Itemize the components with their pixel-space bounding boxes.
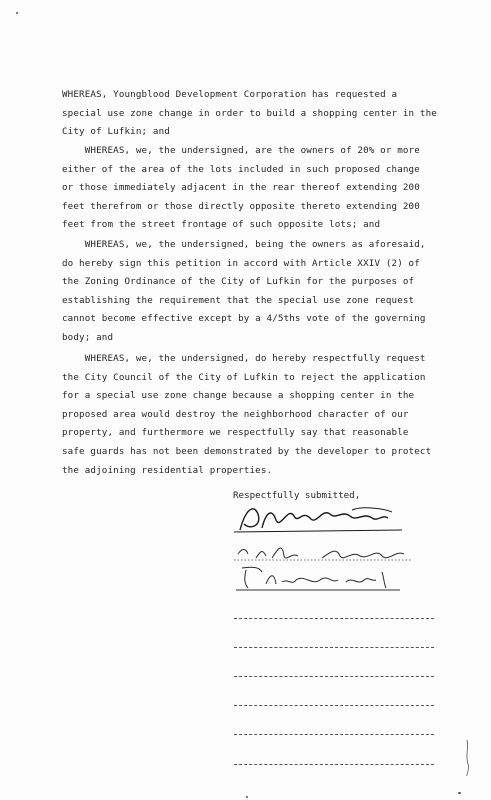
signature-line-8 (234, 734, 434, 735)
paragraph-whereas-3: WHEREAS, we, the undersigned, being the owners as aforesaid, do hereby sign this petition in accord with Article XXIV (2) of the Zoning Ordinance of the City of Lufkin for the purposes of establishing the requirement that the special use zone request cannot become effective except by a 4/5ths vote of the governing body; and (62, 239, 426, 343)
signature-line-7 (234, 705, 434, 706)
signature-line-6 (234, 676, 434, 677)
paragraph-whereas-2: WHEREAS, we, the undersigned, are the owners of 20% or more either of the area of the lots included in such proposed change or those immediately adjacent in the rear thereof extending 200 feet therefrom or those directly opposite thereto extending 200 feet from the street frontage of such opposite lots; and (62, 145, 420, 231)
scan-speck (458, 792, 461, 794)
paragraph-whereas-1: WHEREAS, Youngblood Development Corporation has requested a special use zone change in order to build a shopping center in the City of Lufkin; and (62, 89, 437, 138)
paragraph-whereas-4: WHEREAS, we, the undersigned, do hereby respectfully request the City Council of the City of Lufkin to reject the application for a special use zone change because a shopping center in the proposed area would destroy the neighborhood character of our property, and furthermore we respectfully say that reasonable safe guards has not been demonstrated by the developer to protect the adjoining residential properties. (62, 353, 432, 476)
closing-respectfully-submitted: Respectfully submitted, (233, 490, 361, 501)
signature-line-4 (234, 618, 434, 619)
signature-line-5 (234, 647, 434, 648)
margin-mark (462, 738, 472, 778)
signature-1 (232, 500, 442, 536)
signature-3 (232, 558, 442, 594)
signature-line-9 (234, 764, 434, 765)
scan-speck (246, 796, 248, 798)
scan-speck (16, 12, 18, 14)
